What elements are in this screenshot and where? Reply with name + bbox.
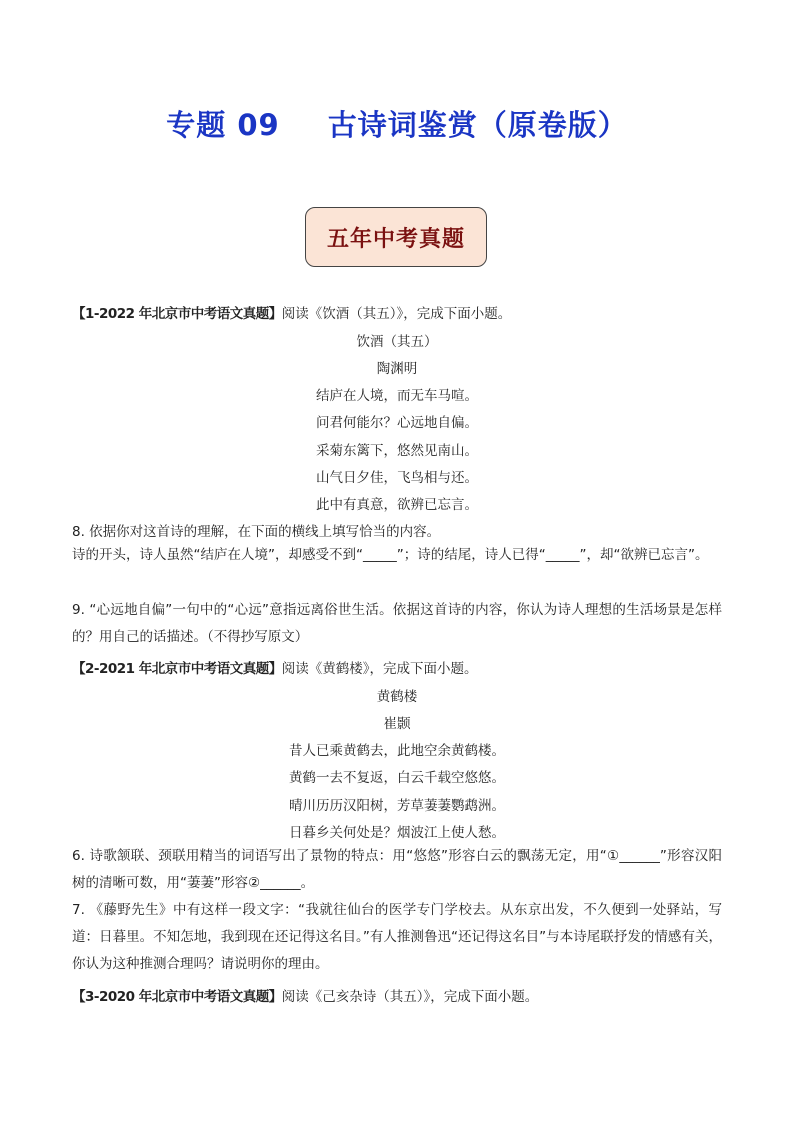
- q1-poem-line: 此中有真意，欲辨已忘言。: [316, 497, 478, 513]
- q6-prompt: 6. 诗歌颔联、颈联用精当的词语写出了景物的特点：用“悠悠”形容白云的飘荡无定，用“①______”形容汉阳树的清晰可数，用“萋萋”形容②______。: [72, 848, 722, 891]
- q3-source: 【3-2020 年北京市中考语文真题】: [72, 989, 282, 1005]
- q1-poem-title: 饮酒（其五）: [356, 334, 438, 350]
- q1-heading: [72, 302, 722, 322]
- title-number: 专题 09: [166, 108, 280, 142]
- title-name: 古诗词鉴赏（原卷版）: [327, 108, 628, 142]
- q3-intro: 阅读《己亥杂诗（其五）》，完成下面小题。: [281, 989, 539, 1005]
- q2-poem-line: 日暮乡关何处是？烟波江上使人愁。: [289, 825, 505, 841]
- q2-source: 【2-2021 年北京市中考语文真题】: [72, 661, 282, 677]
- q1-poem-line: 山气日夕佳，飞鸟相与还。: [316, 470, 478, 486]
- q3-heading: [72, 985, 722, 1005]
- q8-prompt: 8. 依据你对这首诗的理解，在下面的横线上填写恰当的内容。: [72, 524, 441, 540]
- section-badge: [305, 207, 487, 267]
- q8-fill-blank: 诗的开头，诗人虽然“结庐在人境”，却感受不到“_____”；诗的结尾，诗人已得“_____”，却“欲辨已忘言”。: [72, 547, 709, 563]
- page-title: [0, 103, 794, 144]
- q1-poem-line: 问君何能尔？心远地自偏。: [316, 415, 478, 431]
- q9-prompt: 9. “心远地自偏”一句中的“心远”意指远离俗世生活。依据这首诗的内容，你认为诗人理想的生活场景是怎样的？用自己的话描述。（不得抄写原文）: [72, 602, 722, 645]
- q2-poem-title: 黄鹤楼: [376, 689, 418, 705]
- q1-source: 【1-2022 年北京市中考语文真题】: [72, 306, 282, 322]
- q2-poem-author: 崔颢: [383, 716, 411, 732]
- q1-poem-line: 采菊东篱下，悠然见南山。: [316, 443, 478, 459]
- q1-poem-line: 结庐在人境，而无车马喧。: [316, 388, 478, 404]
- section-badge-label: 五年中考真题: [326, 225, 465, 252]
- q2-heading: [72, 657, 722, 677]
- q1-intro: 阅读《饮酒（其五）》，完成下面小题。: [281, 306, 512, 322]
- q2-poem-line: 黄鹤一去不复返，白云千载空悠悠。: [289, 770, 505, 786]
- q1-poem-author: 陶渊明: [376, 361, 418, 377]
- q7-prompt: 7. 《藤野先生》中有这样一段文字：“我就往仙台的医学专门学校去。从东京出发，不久便到一处驿站，写道：日暮里。不知怎地，我到现在还记得这名目。”有人推测鲁迅“还记得这名目”与本诗尾联抒发的情感有关，你认为这种推测合理吗？请说明你的理由。: [72, 902, 722, 972]
- q2-poem-line: 晴川历历汉阳树，芳草萋萋鹦鹉洲。: [289, 798, 505, 814]
- q2-intro: 阅读《黄鹤楼》，完成下面小题。: [281, 661, 478, 677]
- q2-poem-line: 昔人已乘黄鹤去，此地空余黄鹤楼。: [289, 743, 505, 759]
